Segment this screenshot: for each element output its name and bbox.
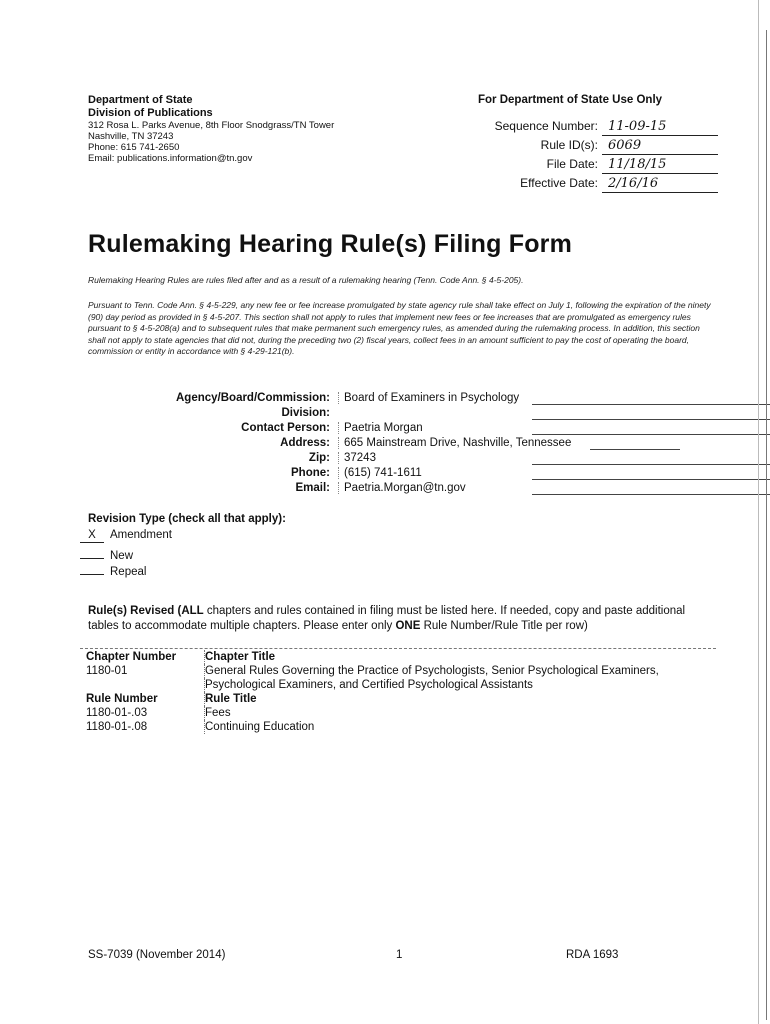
publisher-email: Email: publications.information@tn.gov — [88, 153, 253, 164]
table-row — [80, 720, 716, 734]
form-number: SS-7039 (November 2014) — [88, 949, 226, 961]
department-name: Department of State — [88, 94, 193, 106]
rule-id-row — [478, 138, 718, 156]
phone-label: Phone: — [291, 467, 330, 479]
effective-date-value: 2/16/16 — [602, 176, 718, 193]
address-label: Address: — [280, 437, 330, 449]
contact-label: Contact Person: — [241, 422, 330, 434]
contact-value: Paetria Morgan — [338, 422, 423, 434]
form-subtitle: Rulemaking Hearing Rules are rules filed after and as a result of a rulemaking hearing (Tenn. Code Ann. § 4-5-205). — [88, 275, 524, 285]
agency-value: Board of Examiners in Psychology — [338, 392, 519, 404]
revision-option-label: New — [110, 550, 134, 562]
revision-mark — [80, 561, 104, 575]
chapter-title-line2: Psychological Examiners, and Certified Psychological Assistants — [204, 678, 715, 692]
phone-underline — [532, 479, 770, 480]
agency-underline — [532, 404, 770, 405]
table-row — [80, 706, 716, 720]
division-label: Division: — [281, 407, 330, 419]
division-row — [70, 407, 720, 422]
rule-title-header: Rule Title — [204, 692, 715, 706]
revision-type-title: Revision Type (check all that apply): — [88, 513, 286, 525]
file-date-label: File Date: — [546, 157, 598, 171]
division-underline — [532, 419, 770, 420]
contact-underline — [532, 434, 770, 435]
email-underline — [532, 494, 770, 495]
address-underline — [590, 449, 680, 450]
effective-date-label: Effective Date: — [520, 176, 598, 190]
table-row — [80, 664, 716, 678]
agency-label: Agency/Board/Commission: — [176, 392, 330, 404]
scan-edge-line — [758, 0, 759, 1024]
address-row — [70, 437, 720, 452]
revision-option-new[interactable] — [80, 545, 133, 562]
rules-revised-instructions — [88, 604, 708, 634]
rda-number: RDA 1693 — [566, 949, 619, 961]
rules-table — [80, 648, 716, 734]
table-header-row — [80, 650, 716, 664]
pursuant-notice: Pursuant to Tenn. Code Ann. § 4-5-229, any new fee or fee increase promulgated by state agency rule shall take effect on July 1, following the expiration of the ninety (90) day period as provided in § 4-5-207. This section shall not apply to rules that implement new fees or fee increases that are promulgated as emergency rules pursuant to § 4-5-208(a) and to subsequent rules that make permanent such emergency rules, as amended during the rulemaking process. In addition, this section shall not apply to state agencies that did not, during the preceding two (2) fiscal years, collect fees in an amount sufficient to pay the cost of operating the board, commission or entity in accordance with § 4-29-121(b). — [88, 300, 711, 356]
phone-value: (615) 741-1611 — [338, 467, 422, 479]
chapter-number-header: Chapter Number — [86, 651, 177, 663]
revision-option-repeal[interactable] — [80, 561, 146, 578]
revision-option-amendment[interactable] — [80, 529, 172, 543]
rule-title: Fees — [204, 706, 715, 720]
page-number: 1 — [396, 949, 403, 961]
publisher-block — [88, 94, 388, 164]
rule-number: 1180-01-.08 — [86, 721, 148, 733]
revision-option-label: Amendment — [110, 529, 173, 541]
table-row — [80, 678, 716, 692]
contact-row — [70, 422, 720, 437]
rules-intro-middle: chapters and rules contained in filing must be listed here. If needed, copy and paste additional tables to accommodate multiple chapters. Please enter only — [88, 605, 686, 632]
phone-row — [70, 467, 720, 482]
email-row — [70, 482, 720, 497]
rule-id-label: Rule ID(s): — [540, 138, 598, 152]
rules-intro-prefix: Rule(s) Revised ( — [88, 605, 182, 617]
zip-underline — [532, 464, 770, 465]
zip-label: Zip: — [308, 452, 330, 464]
publisher-phone: Phone: 615 741-2650 — [88, 142, 180, 153]
publisher-address-line2: Nashville, TN 37243 — [88, 131, 174, 142]
email-label: Email: — [295, 482, 330, 494]
chapter-number: 1180-01 — [86, 665, 128, 677]
zip-value: 37243 — [338, 452, 376, 464]
rule-number-header: Rule Number — [86, 693, 158, 705]
agency-row — [70, 392, 720, 407]
zip-row — [70, 452, 720, 467]
sequence-number-row — [478, 119, 718, 137]
chapter-title-header: Chapter Title — [204, 650, 715, 664]
file-date-row — [478, 157, 718, 175]
sequence-number-label: Sequence Number: — [494, 119, 598, 133]
rule-title: Continuing Education — [204, 720, 715, 734]
form-title: Rulemaking Hearing Rule(s) Filing Form — [88, 230, 573, 258]
effective-date-row — [478, 176, 718, 194]
rules-intro-all: ALL — [181, 605, 204, 617]
chapter-title-line1: General Rules Governing the Practice of Psychologists, Senior Psychological Examiners, — [204, 664, 715, 678]
email-value: Paetria.Morgan@tn.gov — [338, 482, 466, 494]
publisher-address-line1: 312 Rosa L. Parks Avenue, 8th Floor Snodgrass/TN Tower — [88, 120, 335, 131]
office-use-title: For Department of State Use Only — [478, 94, 663, 106]
scan-edge-line — [766, 30, 767, 1020]
rule-number: 1180-01-.03 — [86, 707, 148, 719]
address-value: 665 Mainstream Drive, Nashville, Tennessee — [338, 437, 571, 449]
table-header-row — [80, 692, 716, 706]
rules-intro-suffix: Rule Number/Rule Title per row) — [420, 620, 588, 632]
revision-mark: X — [80, 529, 104, 543]
rule-id-value: 6069 — [602, 138, 718, 155]
revision-option-label: Repeal — [110, 566, 147, 578]
rules-intro-one: ONE — [395, 620, 421, 632]
file-date-value: 11/18/15 — [602, 157, 718, 174]
revision-mark — [80, 545, 104, 559]
sequence-number-value: 11-09-15 — [602, 119, 718, 136]
division-name: Division of Publications — [88, 107, 213, 119]
